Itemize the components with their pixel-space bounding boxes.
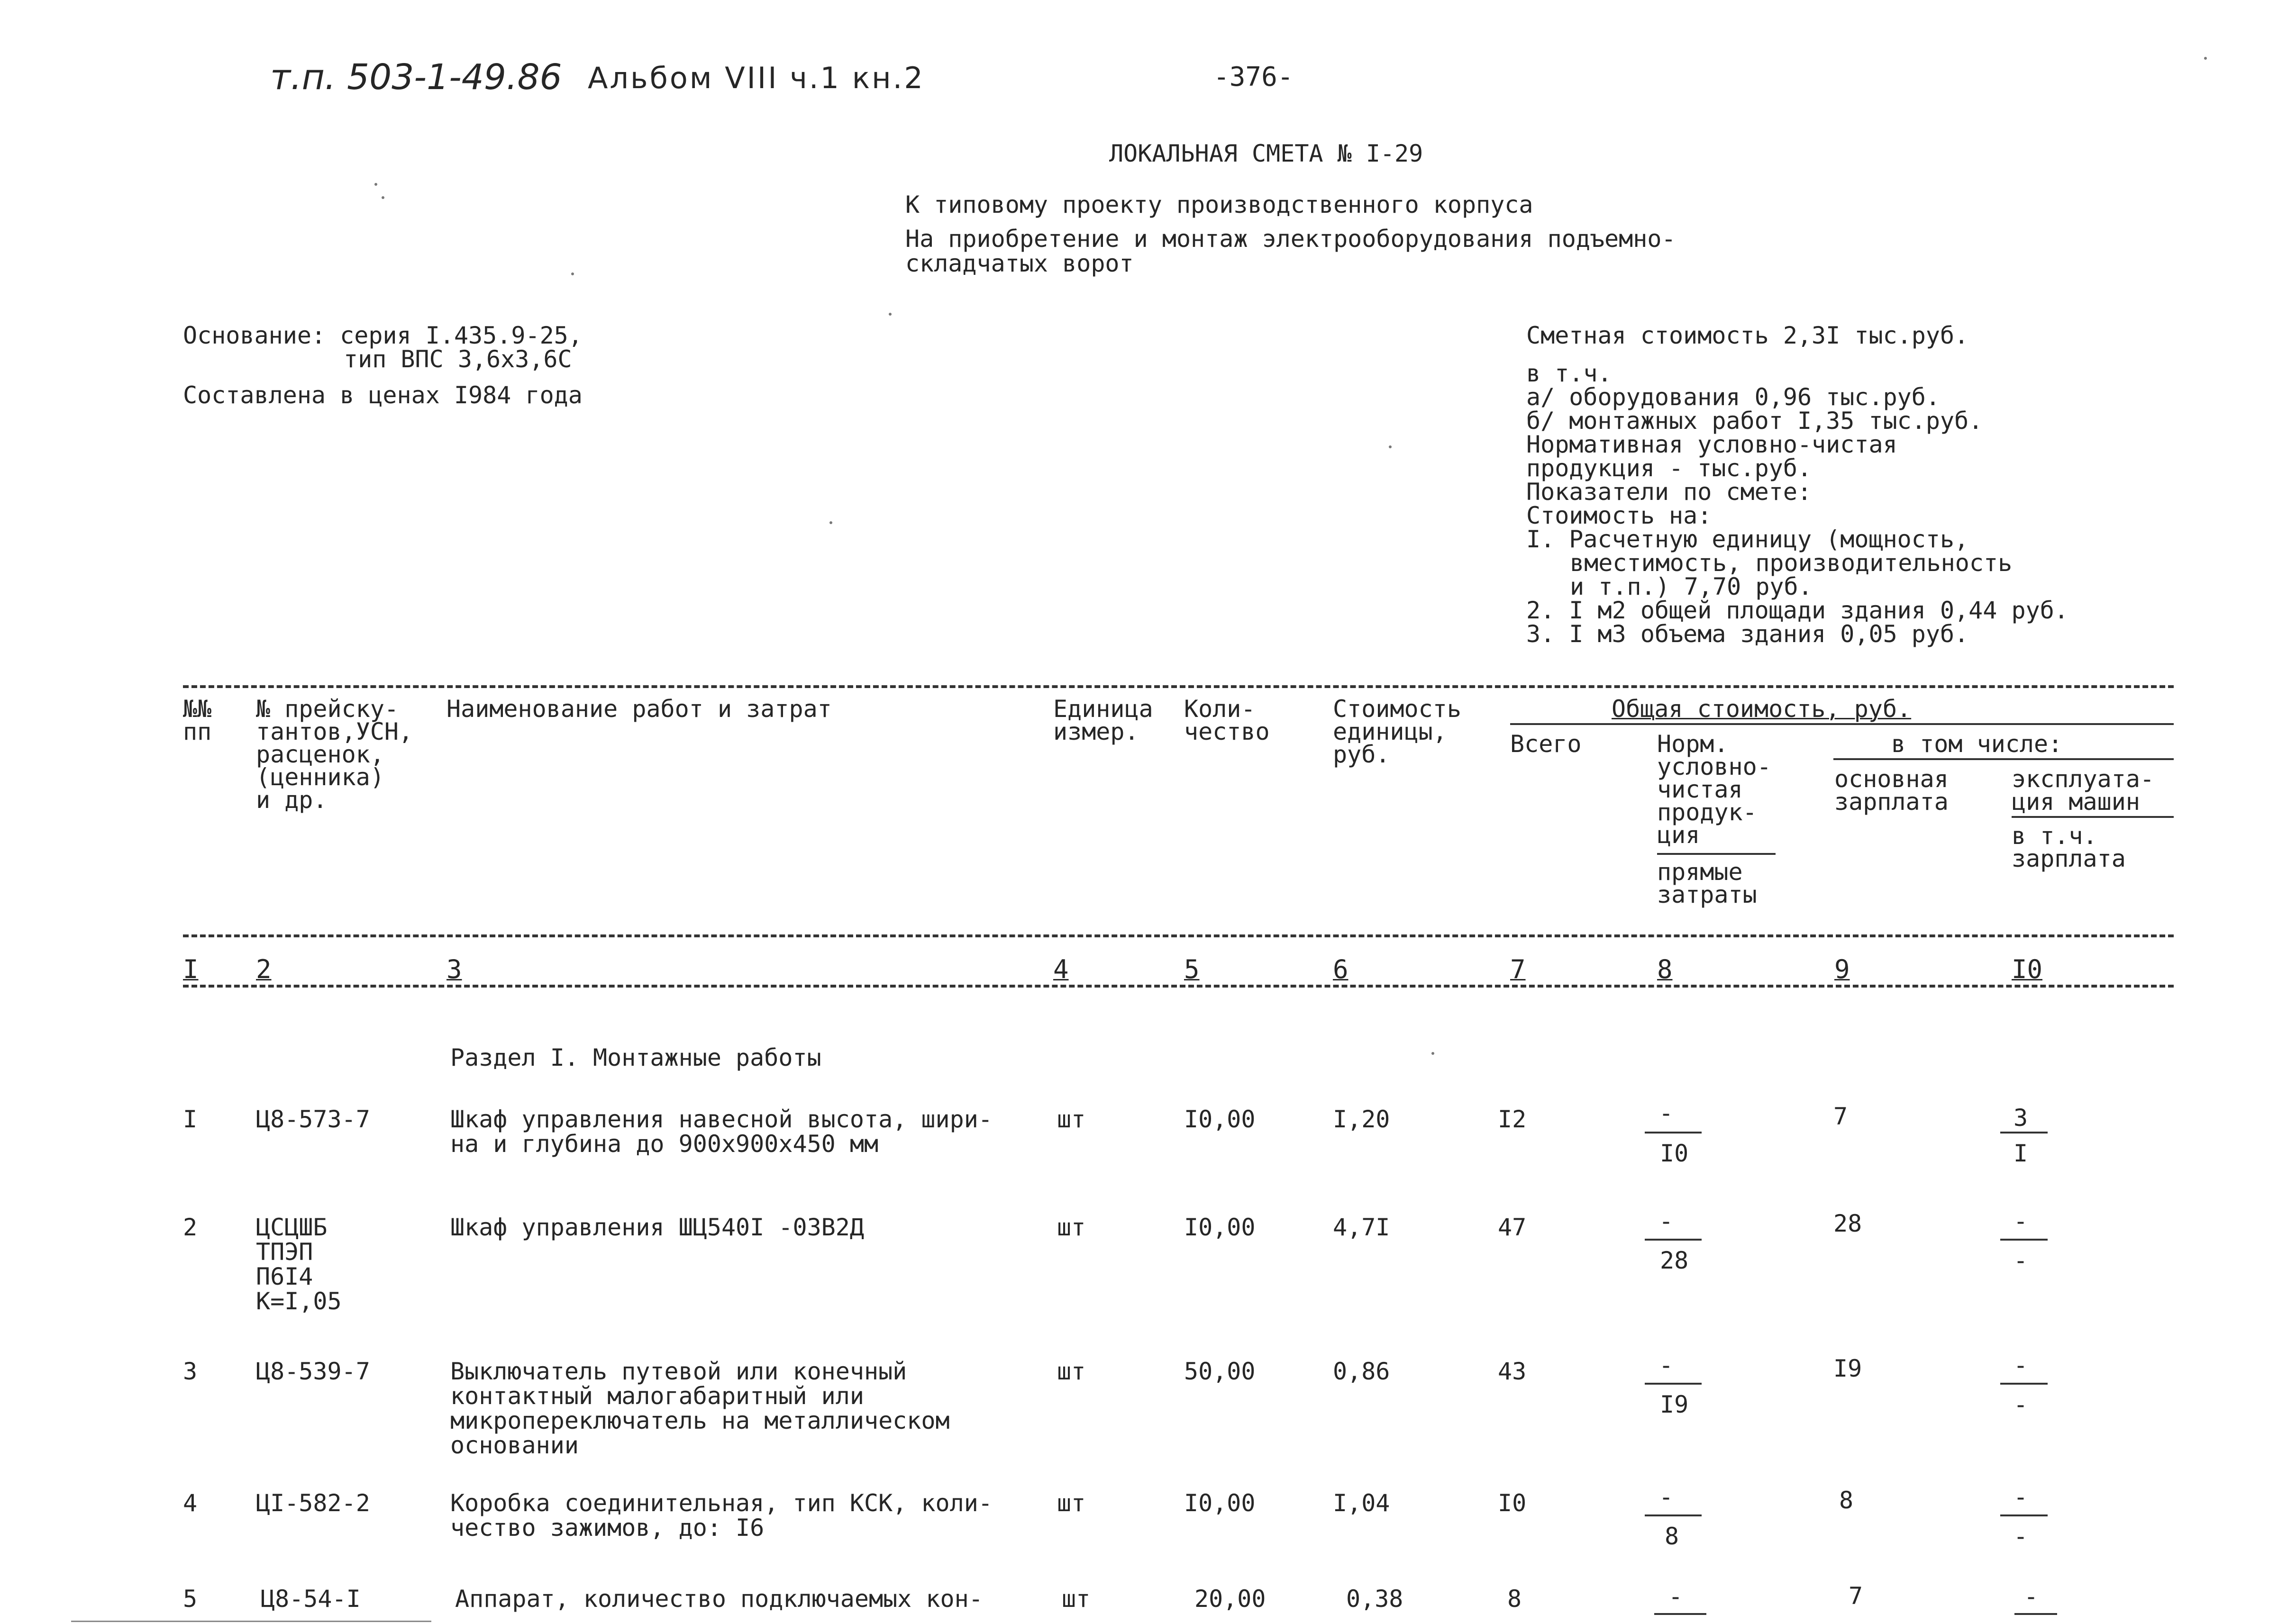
row-norm-divider xyxy=(1645,1514,1702,1516)
row-name: Шкаф управления ШЦ540I -03В2Д xyxy=(450,1214,864,1241)
row-total: 8 xyxy=(1507,1585,1522,1613)
col-number-4: 4 xyxy=(1053,954,1069,984)
row-norm-top: - xyxy=(1659,1351,1674,1379)
summary-indicator-1a: I. Расчетную единицу (мощность, xyxy=(1526,526,1969,553)
summary-indicators: Показатели по смете: xyxy=(1526,478,1812,506)
summary-installation: б/ монтажных работ I,35 тыс.руб. xyxy=(1526,407,1983,435)
col-number-3: 3 xyxy=(446,954,462,984)
col-number-10: I0 xyxy=(2012,954,2043,984)
row-norm-bottom: 8 xyxy=(1665,1523,1679,1550)
document-code: т.п. 503-1-49.86 xyxy=(270,57,562,98)
col-number-1: I xyxy=(183,954,199,984)
row-mach-bottom: - xyxy=(2014,1391,2028,1418)
summary-indicator-1b: вместимость, производительность xyxy=(1570,549,2013,577)
row-name: Шкаф управления навесной высота, шири- на и глубина до 900х900х450 мм xyxy=(450,1106,993,1158)
price-base-line: Составлена в ценах I984 года xyxy=(183,381,583,409)
basis-line-1: Основание: серия I.435.9-25, xyxy=(183,322,583,349)
row-norm-divider xyxy=(1645,1239,1702,1241)
header-col-no: №№ пп xyxy=(183,695,212,745)
summary-incl: в т.ч. xyxy=(1526,360,1612,387)
row-wage: 7 xyxy=(1849,1582,1863,1610)
page-number: -376- xyxy=(1213,62,1294,92)
row-qty: 20,00 xyxy=(1194,1585,1266,1613)
header-machines-rule xyxy=(2012,816,2174,818)
row-number: 2 xyxy=(183,1214,198,1241)
row-norm-bottom: I9 xyxy=(1660,1391,1689,1418)
scan-speck xyxy=(374,183,377,186)
row-price: 0,86 xyxy=(1333,1358,1390,1385)
row-code: ЦСЦШБ ТПЭП П6I4 К=I,05 xyxy=(256,1214,342,1315)
row-qty: I0,00 xyxy=(1184,1489,1256,1517)
header-bottom-rule xyxy=(183,934,2174,937)
header-col-code: № прейску- тантов,УСН, расценок, (ценника) и др. xyxy=(256,695,413,814)
row-norm-top: - xyxy=(1668,1583,1683,1610)
summary-indicator-2: 2. I м2 общей площади здания 0,44 руб. xyxy=(1526,597,2068,624)
row-norm-top: - xyxy=(1659,1099,1674,1127)
row-wage: 8 xyxy=(1839,1487,1854,1514)
header-incl-rule xyxy=(1833,758,2174,760)
col-number-7: 7 xyxy=(1510,954,1526,984)
scan-speck xyxy=(2204,57,2207,60)
header-col-unit: Единица измер. xyxy=(1053,695,1153,745)
row-code: Ц8-54-I xyxy=(261,1585,361,1613)
row-total: I0 xyxy=(1498,1489,1527,1517)
scan-speck xyxy=(829,521,832,524)
row-norm-bottom: 28 xyxy=(1660,1247,1689,1274)
basis-line-2: тип ВПС 3,6х3,6С xyxy=(344,345,572,373)
row-number: I xyxy=(183,1106,198,1133)
header-total-group: Общая стоимость, руб. xyxy=(1612,695,1912,723)
header-col-wage: основная зарплата xyxy=(1834,765,1949,816)
scan-speck xyxy=(382,196,384,199)
scan-edge-line xyxy=(71,1621,431,1622)
row-mach-top: - xyxy=(2014,1483,2028,1511)
summary-equipment: а/ оборудования 0,96 тыс.руб. xyxy=(1526,383,1940,411)
scan-speck xyxy=(1389,445,1392,448)
row-mach-divider xyxy=(2000,1383,2048,1385)
row-price: 4,7I xyxy=(1333,1214,1390,1241)
row-total: I2 xyxy=(1498,1106,1527,1133)
row-total: 43 xyxy=(1498,1358,1527,1385)
header-group-rule xyxy=(1510,723,2174,725)
row-code: Ц8-573-7 xyxy=(256,1106,370,1133)
section-heading: Раздел I. Монтажные работы xyxy=(450,1044,821,1071)
subject-line-1: На приобретение и монтаж электрооборудования подъемно- xyxy=(905,225,1676,253)
row-mach-top: - xyxy=(2014,1207,2028,1235)
row-mach-top: - xyxy=(2024,1583,2039,1610)
row-unit: шт xyxy=(1057,1489,1086,1517)
col-number-8: 8 xyxy=(1657,954,1673,984)
row-norm-top: - xyxy=(1659,1483,1674,1511)
row-price: 0,38 xyxy=(1346,1585,1403,1613)
subject-line-2: складчатых ворот xyxy=(905,250,1134,277)
summary-norm-2: продукция - тыс.руб. xyxy=(1526,454,1812,482)
col-numbers-rule xyxy=(183,985,2174,988)
row-mach-divider xyxy=(2014,1613,2057,1615)
row-name: Выключатель путевой или конечный контактный малогабаритный или микропереключатель на металлическом основании xyxy=(450,1358,950,1459)
table-top-rule xyxy=(183,685,2174,688)
row-wage: 28 xyxy=(1833,1210,1862,1237)
row-mach-divider xyxy=(2000,1132,2048,1133)
scan-speck xyxy=(1431,1052,1434,1055)
col-number-6: 6 xyxy=(1333,954,1348,984)
row-mach-divider xyxy=(2000,1514,2048,1516)
row-norm-divider xyxy=(1645,1132,1702,1133)
row-name: Аппарат, количество подключаемых кон- xyxy=(455,1585,983,1613)
row-norm-divider xyxy=(1645,1383,1702,1385)
row-mach-divider xyxy=(2000,1239,2048,1241)
album-label: Альбом VIII ч.1 кн.2 xyxy=(588,61,925,95)
row-wage: I9 xyxy=(1833,1355,1862,1382)
row-code: ЦI-582-2 xyxy=(256,1489,370,1517)
summary-norm-1: Нормативная условно-чистая xyxy=(1526,431,1897,458)
header-col-qty: Коли- чество xyxy=(1184,695,1270,745)
row-price: I,04 xyxy=(1333,1489,1390,1517)
summary-indicator-3: 3. I м3 объема здания 0,05 руб. xyxy=(1526,620,1969,648)
summary-cost-per: Стоимость на: xyxy=(1526,502,1712,529)
row-mach-bottom: I xyxy=(2014,1140,2028,1167)
summary-cost: Сметная стоимость 2,3I тыс.руб. xyxy=(1526,322,1969,349)
scan-speck xyxy=(889,313,892,316)
header-col-machine-wage: в т.ч. зарплата xyxy=(2012,822,2126,872)
row-qty: 50,00 xyxy=(1184,1358,1256,1385)
row-unit: шт xyxy=(1057,1214,1086,1241)
row-price: I,20 xyxy=(1333,1106,1390,1133)
row-unit: шт xyxy=(1057,1358,1086,1385)
row-name: Коробка соединительная, тип КСК, коли- чество зажимов, до: I6 xyxy=(450,1489,993,1541)
row-unit: шт xyxy=(1057,1106,1086,1133)
row-mach-bottom: - xyxy=(2014,1247,2028,1274)
row-norm-bottom: I0 xyxy=(1660,1140,1689,1167)
summary-indicator-1c: и т.п.) 7,70 руб. xyxy=(1570,573,1813,600)
header-col-price: Стоимость единицы, руб. xyxy=(1333,695,1461,768)
row-mach-top: - xyxy=(2014,1351,2028,1379)
row-total: 47 xyxy=(1498,1214,1527,1241)
header-incl: в том числе: xyxy=(1891,730,2063,758)
header-col-direct: прямые затраты xyxy=(1657,858,1757,908)
row-qty: I0,00 xyxy=(1184,1106,1256,1133)
row-code: Ц8-539-7 xyxy=(256,1358,370,1385)
header-norm-rule xyxy=(1657,853,1776,855)
row-number: 4 xyxy=(183,1489,198,1517)
row-mach-top: 3 xyxy=(2014,1104,2028,1132)
row-wage: 7 xyxy=(1833,1103,1848,1130)
header-col-machines: эксплуата- ция машин xyxy=(2012,765,2155,816)
row-qty: I0,00 xyxy=(1184,1214,1256,1241)
row-number: 5 xyxy=(183,1585,198,1613)
header-col-total: Всего xyxy=(1510,730,1582,758)
col-number-9: 9 xyxy=(1834,954,1850,984)
estimate-heading: ЛОКАЛЬНАЯ СМЕТА № I-29 xyxy=(1109,140,1423,167)
project-line: К типовому проекту производственного корпуса xyxy=(905,191,1533,218)
col-number-2: 2 xyxy=(256,954,272,984)
row-norm-divider xyxy=(1654,1613,1706,1615)
header-col-norm: Норм. условно- чистая продук- ция xyxy=(1657,730,1771,849)
row-mach-bottom: - xyxy=(2014,1523,2028,1550)
header-col-name: Наименование работ и затрат xyxy=(446,695,832,723)
row-number: 3 xyxy=(183,1358,198,1385)
col-number-5: 5 xyxy=(1184,954,1200,984)
row-unit: шт xyxy=(1062,1585,1091,1613)
row-norm-top: - xyxy=(1659,1207,1674,1235)
scan-speck xyxy=(571,272,574,275)
